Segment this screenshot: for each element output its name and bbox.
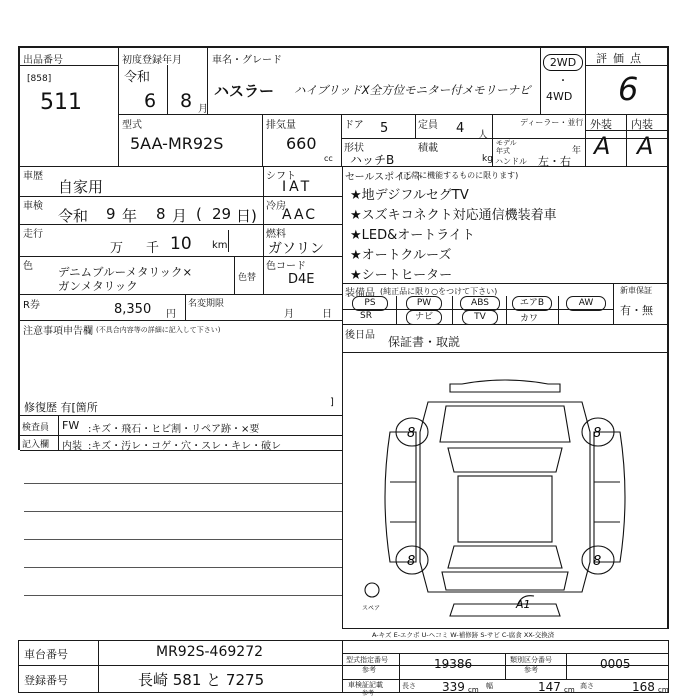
cc-value: 660 (286, 134, 317, 153)
body-label: 形状 (344, 143, 364, 154)
inspector-fw: FW (62, 419, 80, 432)
color-code-label: 色コード (266, 261, 306, 272)
doors-value: 5 (380, 121, 389, 136)
registration-month: 8 (180, 90, 193, 112)
score-value: 6 (618, 70, 639, 108)
chassis-value: MR92S-469272 (156, 644, 264, 660)
equip-abs: ABS (460, 296, 500, 311)
inspector-label-2: 記入欄 (22, 440, 50, 450)
drive-2wd (543, 54, 583, 71)
equip-ps: PS (352, 296, 388, 311)
dealer-label: ディーラー・並行 (520, 118, 584, 127)
inspection-year-unit: 年 (122, 207, 138, 225)
drive-4wd: 4WD (546, 90, 573, 103)
color-value-2: ガンメタリック (58, 279, 138, 293)
lot-sub: [858] (27, 74, 52, 84)
inspector-fw-text: :キズ・飛石・ヒビ割・リペア跡・×要 (88, 424, 260, 435)
width-value: 147 (538, 680, 561, 694)
notes-sub: (不具合内容等の詳細に記入して下さい) (96, 326, 221, 334)
type-designation-sub: 参考 (362, 666, 376, 674)
length-unit: cm (468, 686, 479, 694)
length-value: 339 (442, 680, 465, 694)
mileage-sen: 千 (146, 241, 160, 256)
doors-label: ドア (344, 120, 364, 131)
equipment-label: 装備品 (345, 288, 375, 299)
interior-value: A (637, 132, 654, 160)
inspection-day: 29 (212, 205, 232, 223)
chassis-label: 車台番号 (24, 648, 68, 661)
lot-number: 511 (40, 90, 82, 115)
equipment-sub: (純正品に限り○をつけて下さい) (380, 287, 498, 296)
legend: A-キズ E-エクボ U-ヘコミ W-補修跡 S-サビ C-腐食 XX-交換済 (372, 631, 555, 639)
dimensions-sub: 参考 (362, 690, 375, 697)
deadline-label: 名変期限 (188, 299, 225, 309)
sales-sub: (正常に機能するものに限ります) (400, 171, 519, 180)
glass-mark: A1 (516, 598, 531, 611)
class-sub: 参考 (524, 666, 538, 674)
plate-value: 長崎 581 と 7275 (138, 671, 265, 689)
diagram-mark-4: 8 (593, 554, 602, 569)
capacity-label: 定員 (418, 120, 438, 131)
inspector-interior: 内装 (62, 441, 82, 452)
height-unit: cm (658, 686, 669, 694)
sales-item-5: ★シートヒーター (350, 268, 453, 283)
drive-dot: ・ (558, 76, 568, 87)
color-change-label: 色替 (238, 273, 257, 283)
class-label: 類別区分番号 (510, 656, 552, 664)
fuel-value: ガソリン (268, 241, 324, 257)
car-grade: ハイブリッドX全方位モニター付メモリーナビ (294, 83, 531, 97)
equip-tv: TV (462, 310, 498, 325)
lot-label: 出品番号 (23, 55, 63, 66)
registration-month-unit: 月 (198, 104, 208, 115)
diagram-mark-3: 8 (407, 554, 416, 569)
color-code: D4E (288, 272, 315, 287)
interior-label: 内装 (631, 118, 653, 131)
inspector-label-1: 検査員 (22, 423, 50, 433)
mileage-value: 10 (170, 234, 192, 254)
plate-label: 登録番号 (24, 674, 68, 687)
diagram-mark-1: 8 (407, 426, 416, 441)
mileage-label: 走行 (23, 229, 43, 240)
repair-close: ] (330, 397, 334, 408)
capacity-value: 4 (456, 121, 465, 136)
equip-aw: AW (566, 296, 606, 311)
ac-value: AAC (282, 207, 318, 223)
inspection-era: 令和 (58, 207, 89, 225)
extras-value: 保証書・取説 (388, 335, 461, 349)
height-label: 高さ (580, 682, 594, 690)
frame-top (18, 46, 669, 48)
sales-item-2: ★スズキコネクト対応通信機装着車 (350, 208, 557, 223)
frame-left (18, 46, 20, 450)
extras-label: 後日品 (345, 330, 375, 341)
deadline-month: 月 (284, 309, 294, 320)
cc-unit: cc (324, 154, 333, 163)
color-label: 色 (23, 261, 33, 272)
exterior-value: A (594, 132, 611, 160)
model-label: 型式 (122, 120, 142, 131)
inspection-month: 8 (156, 205, 166, 223)
spare-label: スペア (362, 605, 381, 612)
newcar-label: 新車保証 (620, 286, 652, 295)
handle-label: ハンドル (495, 157, 527, 166)
sales-item-1: ★地デジフルセグTV (350, 188, 469, 203)
recycle-value: 8,350 (114, 302, 152, 317)
recycle-unit: 円 (166, 309, 176, 320)
ac-label: 冷房 (266, 201, 286, 212)
recycle-label: R券 (23, 300, 40, 311)
diagram-mark-2: 8 (593, 426, 602, 441)
inspection-year: 9 (106, 205, 116, 223)
frame-right (667, 46, 669, 628)
newcar-value: 有・無 (620, 304, 653, 317)
inspection-day-open: ( (196, 205, 202, 223)
year-unit: 年 (572, 146, 582, 156)
equip-sr: SR (360, 311, 372, 321)
color-value-1: デニムブルーメタリック× (58, 265, 193, 279)
load-unit: kg (482, 154, 493, 164)
car-name-label: 車名・グレード (212, 55, 282, 66)
inspection-label: 車検 (23, 201, 43, 212)
body-value: ハッチB (350, 153, 395, 167)
dimensions-label: 車検証記載 (348, 681, 383, 689)
type-designation-label: 型式指定番号 (346, 656, 388, 664)
height-value: 168 (632, 680, 655, 694)
handle-value: 左・右 (538, 155, 571, 168)
notes-label: 注意事項申告欄 (23, 326, 93, 337)
sales-item-3: ★LED&オートライト (350, 228, 475, 243)
length-label: 長さ (402, 682, 416, 690)
fuel-label: 燃料 (266, 229, 286, 240)
mileage-unit: km (212, 240, 228, 251)
load-label: 積載 (418, 143, 438, 154)
equip-airbag: エアB (512, 296, 552, 311)
deadline-day: 日 (322, 309, 332, 320)
repair-history: 修復歴 有[箇所 (24, 401, 98, 414)
car-name: ハスラー (214, 82, 275, 100)
car-damage-diagram (350, 372, 660, 622)
width-label: 幅 (486, 682, 493, 690)
registration-era: 令和 (124, 70, 151, 85)
model-value: 5AA-MR92S (130, 134, 224, 153)
equip-leather: カワ (520, 314, 539, 324)
registration-year: 6 (144, 90, 157, 112)
class-value: 0005 (600, 657, 631, 671)
score-label: 評価点 (596, 52, 647, 65)
capacity-unit: 人 (478, 130, 488, 141)
shift-value: IAT (282, 179, 313, 195)
sales-label: セールスポイント (345, 172, 425, 183)
inspection-month-unit: 月 (172, 207, 188, 225)
equip-navi: ナビ (406, 310, 442, 325)
usage-value: 自家用 (58, 178, 104, 196)
mileage-man: 万 (110, 241, 124, 256)
inspector-interior-text: :キズ・汚レ・コゲ・穴・スレ・キレ・破レ (88, 441, 282, 452)
usage-label: 車歴 (23, 171, 43, 182)
width-unit: cm (564, 686, 575, 694)
equip-pw: PW (406, 296, 442, 311)
inspection-day-close: 日) (236, 207, 257, 225)
sales-item-4: ★オートクルーズ (350, 248, 452, 263)
cc-label: 排気量 (266, 120, 296, 131)
drive-2wd-label: 2WD (549, 56, 577, 69)
exterior-label: 外装 (590, 118, 612, 131)
model-year-label: モデル年式 (496, 139, 517, 155)
registration-label: 初度登録年月 (122, 55, 182, 66)
type-designation-value: 19386 (434, 657, 473, 671)
shift-label: シフト (266, 171, 296, 182)
